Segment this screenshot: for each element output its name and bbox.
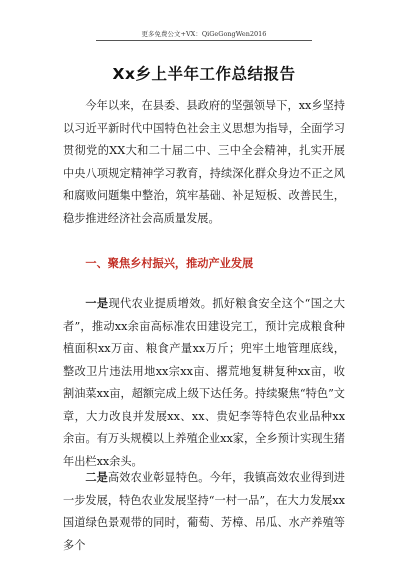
section-heading: 一、聚焦乡村振兴，推动产业发展: [85, 257, 254, 270]
page-header-text: 更多免费公文+VX：QiGeGongWen2016: [141, 30, 267, 38]
paragraph-1-lead: 一是: [85, 296, 109, 310]
header-divider: [96, 40, 312, 41]
intro-paragraph: 今年以来，在县委、县政府的坚强领导下，xx乡坚持以习近平新时代中国特色社会主义思想为指导，全面学习贯彻党的XX大和二十届二中、三中全会精神，扎实开展中央八项规定精神学习教育，持续深化群众身边不正之风和腐败问题集中整治，筑牢基础、补足短板、改善民生，稳步推进经济社会高质量发展。: [63, 99, 345, 225]
document-title: Xx乡上半年工作总结报告: [112, 65, 296, 83]
paragraph-1-body: 现代农业提质增效。抓好粮食安全这个“国之大者”，推动xx余亩高标准农田建设完工，预计完成粮食种植面积xx万亩、粮食产量xx万斤；兜牢土地管理底线，整改卫片违法用地xx宗xx亩、撂荒地复耕复种xx亩，收割油菜xx亩，超额完成上级下达任务。持续聚焦“特色”文章，大力改良并发展xx、xx、贵妃李等特色农业品种xx余亩。有万头规模以上养殖企业xx家，全乡预计实现生猪年出栏xx余头。: [63, 297, 345, 468]
paragraph-2-lead: 二是: [85, 470, 108, 484]
paragraph-2-body: 高效农业彰显特色。今年，我镇高效农业得到进一步发展，特色农业发展坚持“一村一品”，在大力发展xx国道绿色景观带的同时，葡萄、芳樟、吊瓜、水产养殖等多个: [63, 471, 345, 552]
paragraph-2: [63, 466, 345, 557]
paragraph-1: [63, 292, 345, 473]
